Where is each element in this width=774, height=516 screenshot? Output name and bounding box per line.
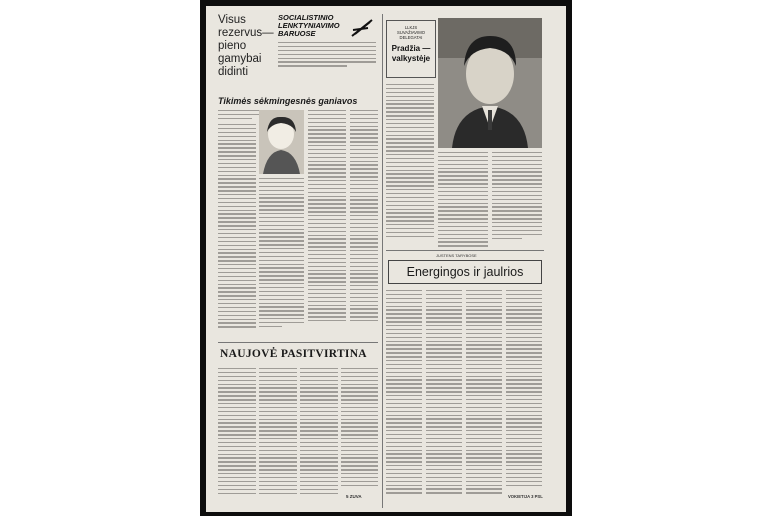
heading-left-line1: Visus xyxy=(218,14,246,26)
delegates-title-line2: valkystėje xyxy=(391,54,431,63)
article2-title: NAUJOVĖ PASITVIRTINA xyxy=(220,348,367,360)
footer-right-page: VOKIETIJA 3 PSL xyxy=(508,494,543,499)
article3-column4 xyxy=(506,290,542,488)
article3-top-rule xyxy=(386,250,544,251)
delegates-title-line1: Pradžia — xyxy=(391,44,431,53)
article1-column4 xyxy=(350,110,378,324)
heading-left-line3: pieno xyxy=(218,40,247,52)
article2-column2 xyxy=(259,368,297,496)
article2-column3 xyxy=(300,368,338,496)
masthead-line1: SOCIALISTINIO xyxy=(278,13,334,22)
article1-portrait-photo xyxy=(259,110,304,174)
article1-column2 xyxy=(259,178,304,330)
article2-top-rule xyxy=(218,342,378,343)
delegates-column2 xyxy=(438,152,488,249)
delegates-kicker-line3: DELEGATAI xyxy=(399,35,423,40)
heading-left-line4: gamybai xyxy=(218,53,262,65)
delegates-column3 xyxy=(492,152,542,241)
footer-left-page: 5 ZUVA xyxy=(346,494,362,499)
masthead-line3: BARUOSE xyxy=(278,29,316,39)
masthead-line2: LENKTYNIAVIMO xyxy=(278,21,340,31)
masthead-intro-text xyxy=(278,42,376,69)
article3-title: Energingos ir jaulrios xyxy=(406,265,524,279)
article2-column4 xyxy=(341,368,378,489)
article3-column3 xyxy=(466,290,502,496)
masthead xyxy=(278,14,376,39)
column-divider xyxy=(382,14,383,508)
delegates-kicker-line1: LLKJS xyxy=(404,25,418,30)
heading-left xyxy=(218,14,274,79)
article3-column1 xyxy=(386,290,422,496)
article2-column1 xyxy=(218,368,256,496)
heading-left-line5: didinti xyxy=(218,66,249,78)
heading-left-line2: rezervus— xyxy=(218,27,274,39)
delegates-box xyxy=(386,20,436,78)
article3-column2 xyxy=(426,290,462,496)
wheat-emblem-icon xyxy=(350,18,374,38)
article3-title-box xyxy=(388,260,542,284)
article1-column3 xyxy=(308,110,346,324)
delegates-kicker-line2: SUVAŽIAVIMO xyxy=(397,30,425,35)
delegates-column1 xyxy=(386,84,434,240)
article1-column1 xyxy=(218,124,256,330)
article1-title: Tikimės sėkmingesnės ganiavos xyxy=(218,96,358,106)
newspaper-page xyxy=(206,6,566,512)
article3-kicker: JUSTENS TARYBOSE xyxy=(436,253,477,258)
delegate-portrait-photo xyxy=(438,18,542,148)
